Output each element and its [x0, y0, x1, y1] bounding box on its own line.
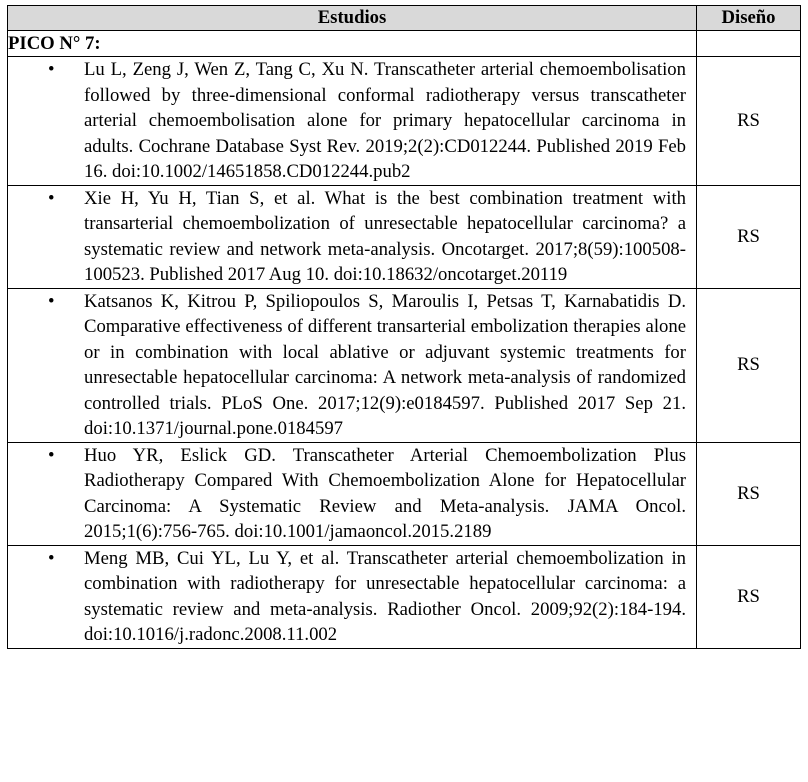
list-item: [8, 289, 696, 442]
citation-text: Xie H, Yu H, Tian S, et al. What is the best combination treatment with transarterial chemoembolization of unresectable hepatocellular carcinoma? a systematic review and network meta-analysis. Oncotarget. 2017;8(59):100508-100523. Published 2017 Aug 10. doi:10.18632/oncotarget.20119: [84, 187, 686, 285]
design-cell: RS: [697, 442, 801, 545]
citation-text: Huo YR, Eslick GD. Transcatheter Arterial Chemoembolization Plus Radiotherapy Compared With Chemoembolization Alone for Hepatocellular Carcinoma: A Systematic Review and Meta-analysis. JAMA Oncol. 2015;1(6):756-765. doi:10.1001/jamaoncol.2015.2189: [84, 444, 686, 542]
list-item: [8, 443, 696, 545]
bullet-icon: •: [48, 290, 55, 312]
list-item: [8, 546, 696, 648]
bullet-icon: •: [48, 444, 55, 466]
list-item: [8, 186, 696, 288]
citation-text: Katsanos K, Kitrou P, Spiliopoulos S, Maroulis I, Petsas T, Karnabatidis D. Comparative effectiveness of different transarterial embolization therapies alone or in combination with local ablative or adjuvant systemic treatments for unresectable hepatocellular carcinoma: A network meta-analysis of randomized controlled trials. PLoS One. 2017;12(9):e0184597. Published 2017 Sep 21. doi:10.1371/journal.pone.0184597: [84, 290, 686, 439]
studies-table: [7, 5, 801, 649]
header-studies: Estudios: [8, 6, 697, 31]
citation-text: Meng MB, Cui YL, Lu Y, et al. Transcatheter arterial chemoembolization in combination with radiotherapy for unresectable hepatocellular carcinoma: a systematic review and meta-analysis. Radiother Oncol. 2009;92(2):184-194. doi:10.1016/j.radonc.2008.11.002: [84, 547, 686, 645]
header-row: [8, 6, 801, 31]
section-row: [8, 31, 801, 57]
list-item: [8, 57, 696, 185]
design-cell: RS: [697, 57, 801, 186]
section-design-cell: [697, 31, 801, 57]
table-row: [8, 545, 801, 648]
bullet-icon: •: [48, 547, 55, 569]
study-cell: [8, 185, 697, 288]
study-cell: [8, 442, 697, 545]
study-cell: [8, 545, 697, 648]
bullet-icon: •: [48, 59, 55, 80]
design-cell: RS: [697, 545, 801, 648]
study-cell: [8, 57, 697, 186]
study-cell: [8, 288, 697, 442]
bullet-icon: •: [48, 187, 55, 209]
design-cell: RS: [697, 185, 801, 288]
table-row: [8, 57, 801, 186]
header-design: Diseño: [697, 6, 801, 31]
citation-text: Lu L, Zeng J, Wen Z, Tang C, Xu N. Transcatheter arterial chemoembolisation followed by three-dimensional conformal radiotherapy versus transcatheter arterial chemoembolisation alone for primary hepatocellular carcinoma in adults. Cochrane Database Syst Rev. 2019;2(2):CD012244. Published 2019 Feb 16. doi:10.1002/14651858.CD012244.pub2: [84, 59, 686, 182]
table-row: [8, 288, 801, 442]
section-label: PICO N° 7:: [8, 31, 697, 57]
table-row: [8, 442, 801, 545]
table-row: [8, 185, 801, 288]
design-cell: RS: [697, 288, 801, 442]
